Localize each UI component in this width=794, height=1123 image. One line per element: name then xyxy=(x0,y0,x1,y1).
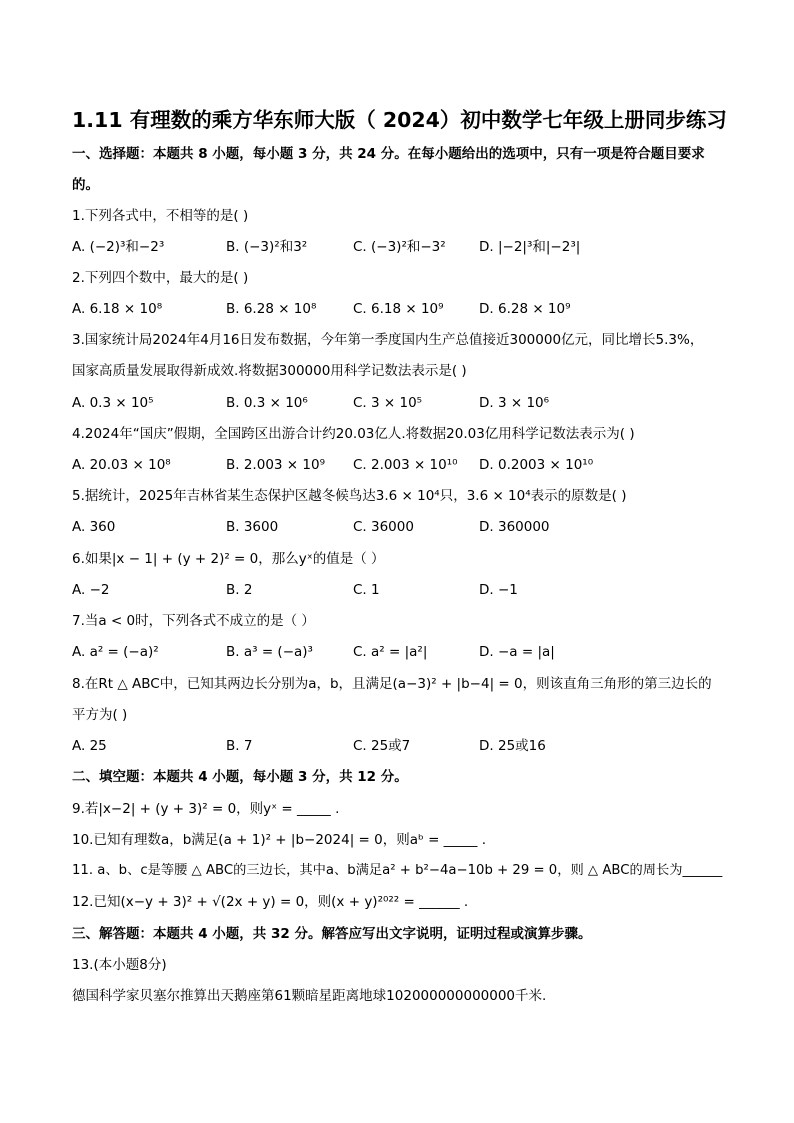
q3-option-a: A. 0.3 × 10⁵ xyxy=(72,395,154,411)
q3-option-b: B. 0.3 × 10⁶ xyxy=(226,395,308,411)
question-3: 3.国家统计局2024年4月16日发布数据，今年第一季度国内生产总值接近300000亿元，同比增长5.3%， xyxy=(72,332,704,348)
q1-option-b: B. (−3)²和3² xyxy=(226,239,308,255)
q1-option-d: D. |−2|³和|−2³| xyxy=(479,239,581,255)
question-7: 7.当a < 0时，下列各式不成立的是（ ） xyxy=(72,613,315,629)
question-4: 4.2024年“国庆”假期，全国跨区出游合计约20.03亿人.将数据20.03亿用科学记数法表示为( ) xyxy=(72,426,635,442)
question-8: 8.在Rt △ ABC中，已知其两边长分别为a，b，且满足(a−3)² + |b−4| = 0，则该直角三角形的第三边长的 xyxy=(72,676,712,692)
section3-header: 三、解答题：本题共 4 小题，共 32 分。解答应写出文字说明，证明过程或演算步骤。 xyxy=(72,926,592,942)
question-6: 6.如果|x − 1| + (y + 2)² = 0，那么yˣ的值是（ ） xyxy=(72,551,385,567)
q8-option-b: B. 7 xyxy=(226,738,253,754)
q2-option-a: A. 6.18 × 10⁸ xyxy=(72,301,163,317)
question-9: 9.若|x−2| + (y + 3)² = 0，则yˣ = _____ . xyxy=(72,801,340,817)
question-12: 12.已知(x−y + 3)² + √(2x + y) = 0，则(x + y)²⁰²² = ______ . xyxy=(72,894,469,910)
q8-option-d: D. 25或16 xyxy=(479,738,546,754)
question-13-text: 德国科学家贝塞尔推算出天鹅座第61颗暗星距离地球102000000000000千米. xyxy=(72,988,547,1004)
q5-option-c: C. 36000 xyxy=(353,519,414,535)
q4-option-b: B. 2.003 × 10⁹ xyxy=(226,457,325,473)
q2-option-b: B. 6.28 × 10⁸ xyxy=(226,301,317,317)
q5-option-a: A. 360 xyxy=(72,519,116,535)
question-11: 11. a、b、c是等腰 △ ABC的三边长，其中a、b满足a² + b²−4a−10b + 29 = 0，则 △ ABC的周长为______ xyxy=(72,863,723,878)
q7-option-a: A. a² = (−a)² xyxy=(72,644,159,660)
q3-option-d: D. 3 × 10⁶ xyxy=(479,395,550,411)
q1-option-a: A. (−2)³和−2³ xyxy=(72,239,165,255)
q4-option-d: D. 0.2003 × 10¹⁰ xyxy=(479,457,594,473)
question-1: 1.下列各式中，不相等的是( ) xyxy=(72,208,249,224)
q3-option-c: C. 3 × 10⁵ xyxy=(353,395,423,411)
question-8-cont: 平方为( ) xyxy=(72,707,128,723)
section1-header-cont: 的。 xyxy=(72,177,99,193)
question-10: 10.已知有理数a，b满足(a + 1)² + |b−2024| = 0，则aᵇ = _____ . xyxy=(72,832,487,848)
q2-option-d: D. 6.28 × 10⁹ xyxy=(479,301,571,317)
page-title: 1.11 有理数的乘方华东师大版（ 2024）初中数学七年级上册同步练习 xyxy=(72,108,727,132)
q4-option-a: A. 20.03 × 10⁸ xyxy=(72,457,171,473)
section1-header: 一、选择题：本题共 8 小题，每小题 3 分，共 24 分。在每小题给出的选项中，只有一项是符合题目要求 xyxy=(72,146,705,162)
q2-option-c: C. 6.18 × 10⁹ xyxy=(353,301,444,317)
question-2: 2.下列四个数中，最大的是( ) xyxy=(72,270,249,286)
q5-option-b: B. 3600 xyxy=(226,519,279,535)
q6-option-d: D. −1 xyxy=(479,582,518,598)
q7-option-c: C. a² = |a²| xyxy=(353,644,428,660)
q7-option-b: B. a³ = (−a)³ xyxy=(226,644,313,660)
q6-option-b: B. 2 xyxy=(226,582,253,598)
section2-header: 二、填空题：本题共 4 小题，每小题 3 分，共 12 分。 xyxy=(72,769,408,785)
q8-option-c: C. 25或7 xyxy=(353,738,411,754)
q1-option-c: C. (−3)²和−3² xyxy=(353,239,446,255)
question-5: 5.据统计，2025年吉林省某生态保护区越冬候鸟达3.6 × 10⁴只，3.6 × 10⁴表示的原数是( ) xyxy=(72,488,627,504)
q8-option-a: A. 25 xyxy=(72,738,107,754)
q5-option-d: D. 360000 xyxy=(479,519,550,535)
q6-option-c: C. 1 xyxy=(353,582,380,598)
question-13-title: 13.(本小题8分) xyxy=(72,957,167,973)
question-3-cont: 国家高质量发展取得新成效.将数据300000用科学记数法表示是( ) xyxy=(72,363,467,379)
q7-option-d: D. −a = |a| xyxy=(479,644,555,660)
q4-option-c: C. 2.003 × 10¹⁰ xyxy=(353,457,458,473)
q6-option-a: A. −2 xyxy=(72,582,110,598)
